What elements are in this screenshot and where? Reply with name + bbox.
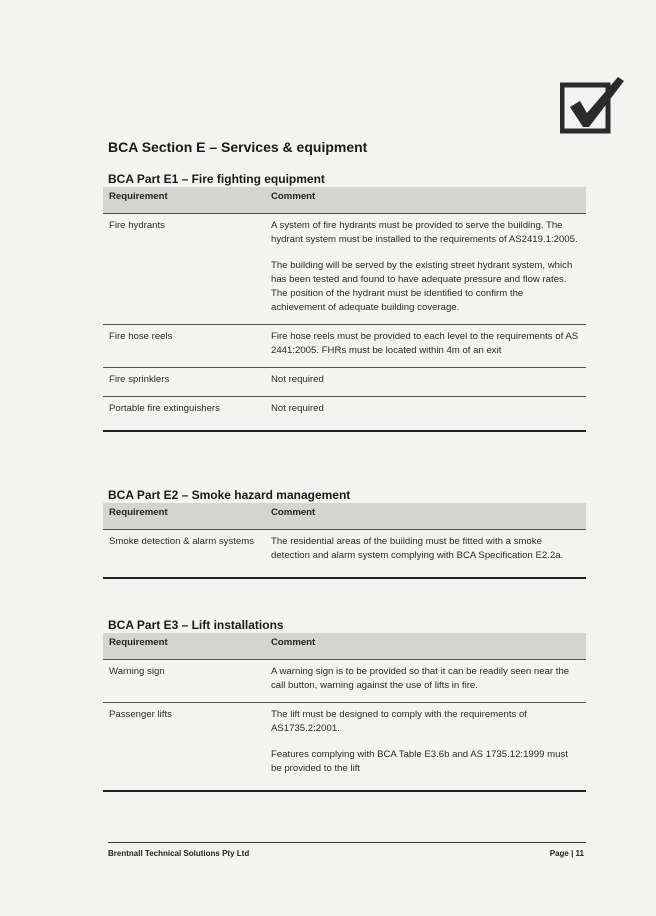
comment-paragraph: The residential areas of the building must be fitted with a smoke detection and alarm system complying with BCA Specification E2.2a. xyxy=(271,536,564,561)
section-title: BCA Section E – Services & equipment xyxy=(108,139,368,155)
header-comment: Comment xyxy=(265,633,586,660)
checkbox-tick-icon xyxy=(560,75,626,135)
requirement-cell: Fire hydrants xyxy=(103,214,265,325)
header-comment: Comment xyxy=(265,187,586,214)
comment-paragraph: The building will be served by the existing street hydrant system, which has been tested and found to have adequate pressure and flow rates. The position of the hydrant must be identified to confirm the achievement of adequate building coverage. xyxy=(271,260,573,313)
comment-paragraph: A system of fire hydrants must be provided to serve the building. The hydrant system must be installed to the requirements of AS2419.1:2005. xyxy=(271,220,578,245)
header-requirement: Requirement xyxy=(103,633,265,660)
requirement-cell: Fire hose reels xyxy=(103,325,265,368)
table-row xyxy=(103,325,586,368)
comment-paragraph: Fire hose reels must be provided to each level to the requirements of AS 2441:2005. FHRs must be located within 4m of an exit xyxy=(271,331,579,356)
comment-cell xyxy=(265,325,586,368)
table-row xyxy=(103,214,586,325)
comment-cell xyxy=(265,530,586,579)
table-row xyxy=(103,397,586,432)
table-row xyxy=(103,530,586,579)
comment-paragraph: Not required xyxy=(271,403,324,414)
comment-cell xyxy=(265,660,586,703)
part-e3-title: BCA Part E3 – Lift installations xyxy=(108,618,284,632)
comment-paragraph: A warning sign is to be provided so that it can be readily seen near the call button, warning against the use of lifts in fire. xyxy=(271,666,570,691)
requirement-cell: Passenger lifts xyxy=(103,703,265,792)
table-row xyxy=(103,660,586,703)
table-e1 xyxy=(103,187,586,432)
requirement-cell: Warning sign xyxy=(103,660,265,703)
table-e3 xyxy=(103,633,586,792)
requirement-cell: Portable fire extinguishers xyxy=(103,397,265,432)
comment-paragraph: Not required xyxy=(271,374,324,385)
table-row xyxy=(103,368,586,397)
comment-paragraph: Features complying with BCA Table E3.6b and AS 1735.12:1999 must be provided to the lift xyxy=(271,749,568,774)
table-e2 xyxy=(103,503,586,579)
requirement-cell: Smoke detection & alarm systems xyxy=(103,530,265,579)
part-e1-title: BCA Part E1 – Fire fighting equipment xyxy=(108,172,325,186)
footer-page-number: Page | 11 xyxy=(549,849,584,858)
comment-cell xyxy=(265,368,586,397)
header-comment: Comment xyxy=(265,503,586,530)
footer-divider xyxy=(108,842,586,843)
footer-company: Brentnall Technical Solutions Pty Ltd xyxy=(108,849,250,858)
comment-paragraph: The lift must be designed to comply with the requirements of AS1735.2:2001. xyxy=(271,709,527,734)
header-requirement: Requirement xyxy=(103,503,265,530)
part-e2-title: BCA Part E2 – Smoke hazard management xyxy=(108,488,351,502)
requirement-cell: Fire sprinklers xyxy=(103,368,265,397)
comment-cell xyxy=(265,397,586,432)
table-row xyxy=(103,703,586,792)
header-requirement: Requirement xyxy=(103,187,265,214)
comment-cell xyxy=(265,703,586,792)
comment-cell xyxy=(265,214,586,325)
